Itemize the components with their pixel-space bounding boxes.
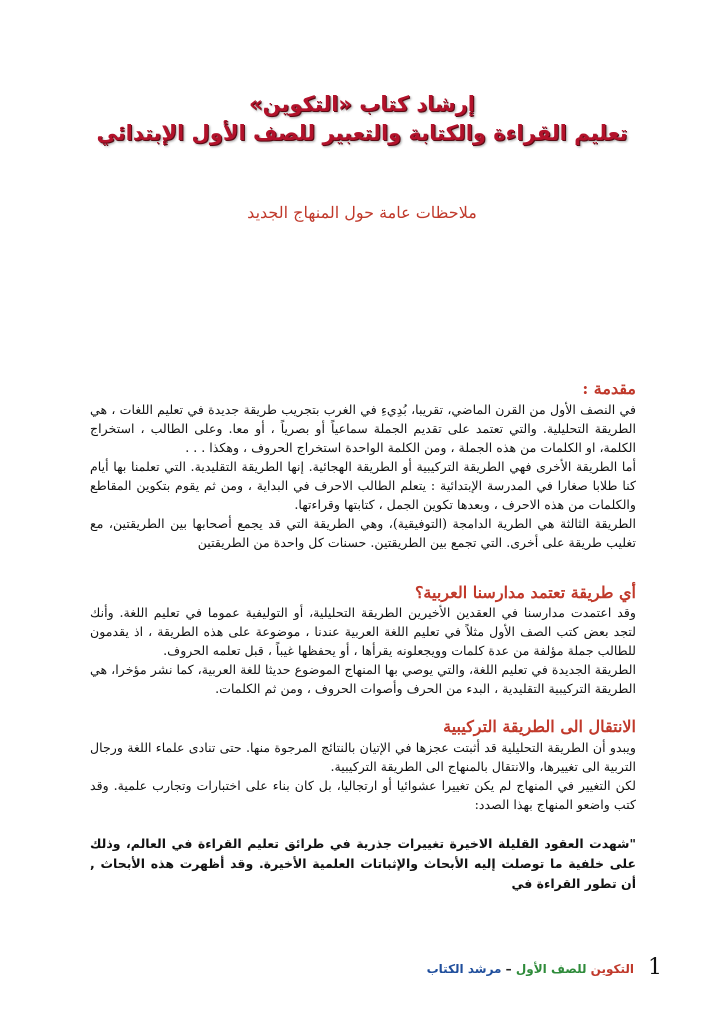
spacer bbox=[90, 814, 636, 834]
footer-grade: للصف الأول bbox=[515, 962, 587, 976]
intro-paragraph-1: في النصف الأول من القرن الماضي، تقريبا، بُدِيءِ في الغرب بتجريب طريقة جديدة في تعليم اللغات ، هي الطريقة التحليلية. والتي تعتمد على تقديم الجملة سماعياً أو بصرياً ، أو معا. وعلى الطالب ، استخراج الكلمة، او الكلمات من هذه الجملة ، ومن الكلمة الواحدة استخراج الحروف ، وهكذا . . . bbox=[90, 401, 636, 455]
transition-paragraph-1: ويبدو أن الطريقة التحليلية قد أثبتت عجزها في الإتيان بالنتائج المرجوة منها. حتى تنادى علماء اللغة ورجال التربية الى تغييرها، والانتقال بالمنهاج الى الطريقة التركيبية. bbox=[90, 739, 636, 774]
section-heading-intro: مقدمة : bbox=[582, 379, 636, 398]
document-subtitle: ملاحظات عامة حول المنهاج الجديد bbox=[247, 203, 477, 222]
document-title-line-2: تعليم القراءة والكتابة والتعبير للصف الأول الإبتدائي bbox=[96, 121, 628, 146]
transition-paragraph-2: لكن التغيير في المنهاج لم يكن تغييرا عشوائيا أو ارتجاليا، بل كان بناء على اختبارات وتجارب علمية. وقد كتب واضعو المنهاج بهذا الصدد: bbox=[90, 777, 636, 812]
intro-paragraph-2: أما الطريقة الأخرى فهي الطريقة التركيبية أو الطريقة الهجائية. إنها الطريقة التقليدية. التي تعلمنا بها أيام كنا طلابا صغارا في المدرسة الإبتدائية : يتعلم الطالب الاحرف في البداية ، ومن ثم يقوم بتكوين المقاطع والكلمات من هذه الاحرف ، وبعدها تكوين الجمل ، كتابتها وقراءتها. bbox=[90, 458, 636, 512]
title-block bbox=[0, 90, 724, 149]
document-title-line-1: إرشاد كتاب «التكوين» bbox=[249, 92, 475, 116]
section-heading-which-method: أي طريقة تعتمد مدارسنا العربية؟ bbox=[414, 582, 636, 602]
which-paragraph-1: وقد اعتمدت مدارسنا في العقدين الأخيرين الطريقة التحليلية، أو التوليفية عموما في تعليم اللغة. وأنك لتجد بعض كتب الصف الأول مثلاً في تعليم اللغة العربية عندنا ، موضوعة على هذه الطريقة ، اذ يقدمون للطالب جملة مؤلفة من عدة كلمات وويجعلونه يقرأها ، أو يحفظها غيباً ، قبل تعلمه الحروف. bbox=[90, 605, 636, 659]
which-paragraph-2: الطريقة الجديدة في تعليم اللغة، والتي يوصي بها المنهاج الموضوع حديثا للغة العربية، كما نشر مؤخرا، هي الطريقة التركيبية التقليدية ، البدء من الحرف وأصوات الحروف ، ومن ثم الكلمات. bbox=[90, 662, 636, 697]
spacer bbox=[90, 552, 636, 582]
spacer bbox=[90, 698, 636, 716]
page-number: 1 bbox=[648, 955, 662, 980]
footer-guide-label: مرشد الكتاب bbox=[426, 962, 502, 976]
footer-book-name: التكوين bbox=[590, 962, 634, 976]
intro-paragraph-3: الطريقة الثالثة هي الطرية الدامجة (التوفيقية)، وهي الطريقة التي قد يجمع أصحابها بين الطريقتين، مع تغليب طريقة على أخرى. التي تجمع بين الطريقتين. حسنات كل واحدة من الطريقتين bbox=[90, 515, 636, 550]
section-heading-transition: الانتقال الى الطريقة التركيبية bbox=[443, 717, 636, 737]
quoted-passage: "شهدت العقود القليلة الاخيرة تغييرات جذرية في طرائق تعليم القراءة في العالم، وذلك على خلفية ما توصلت إليه الأبحاث والإثباتات العلمية الأخيرة. وقد أظهرت هذه الأبحاث , أن تطور القراءة في bbox=[90, 835, 636, 891]
footer-dash: – bbox=[505, 962, 512, 976]
page-footer bbox=[427, 962, 634, 976]
document-body bbox=[90, 378, 636, 894]
